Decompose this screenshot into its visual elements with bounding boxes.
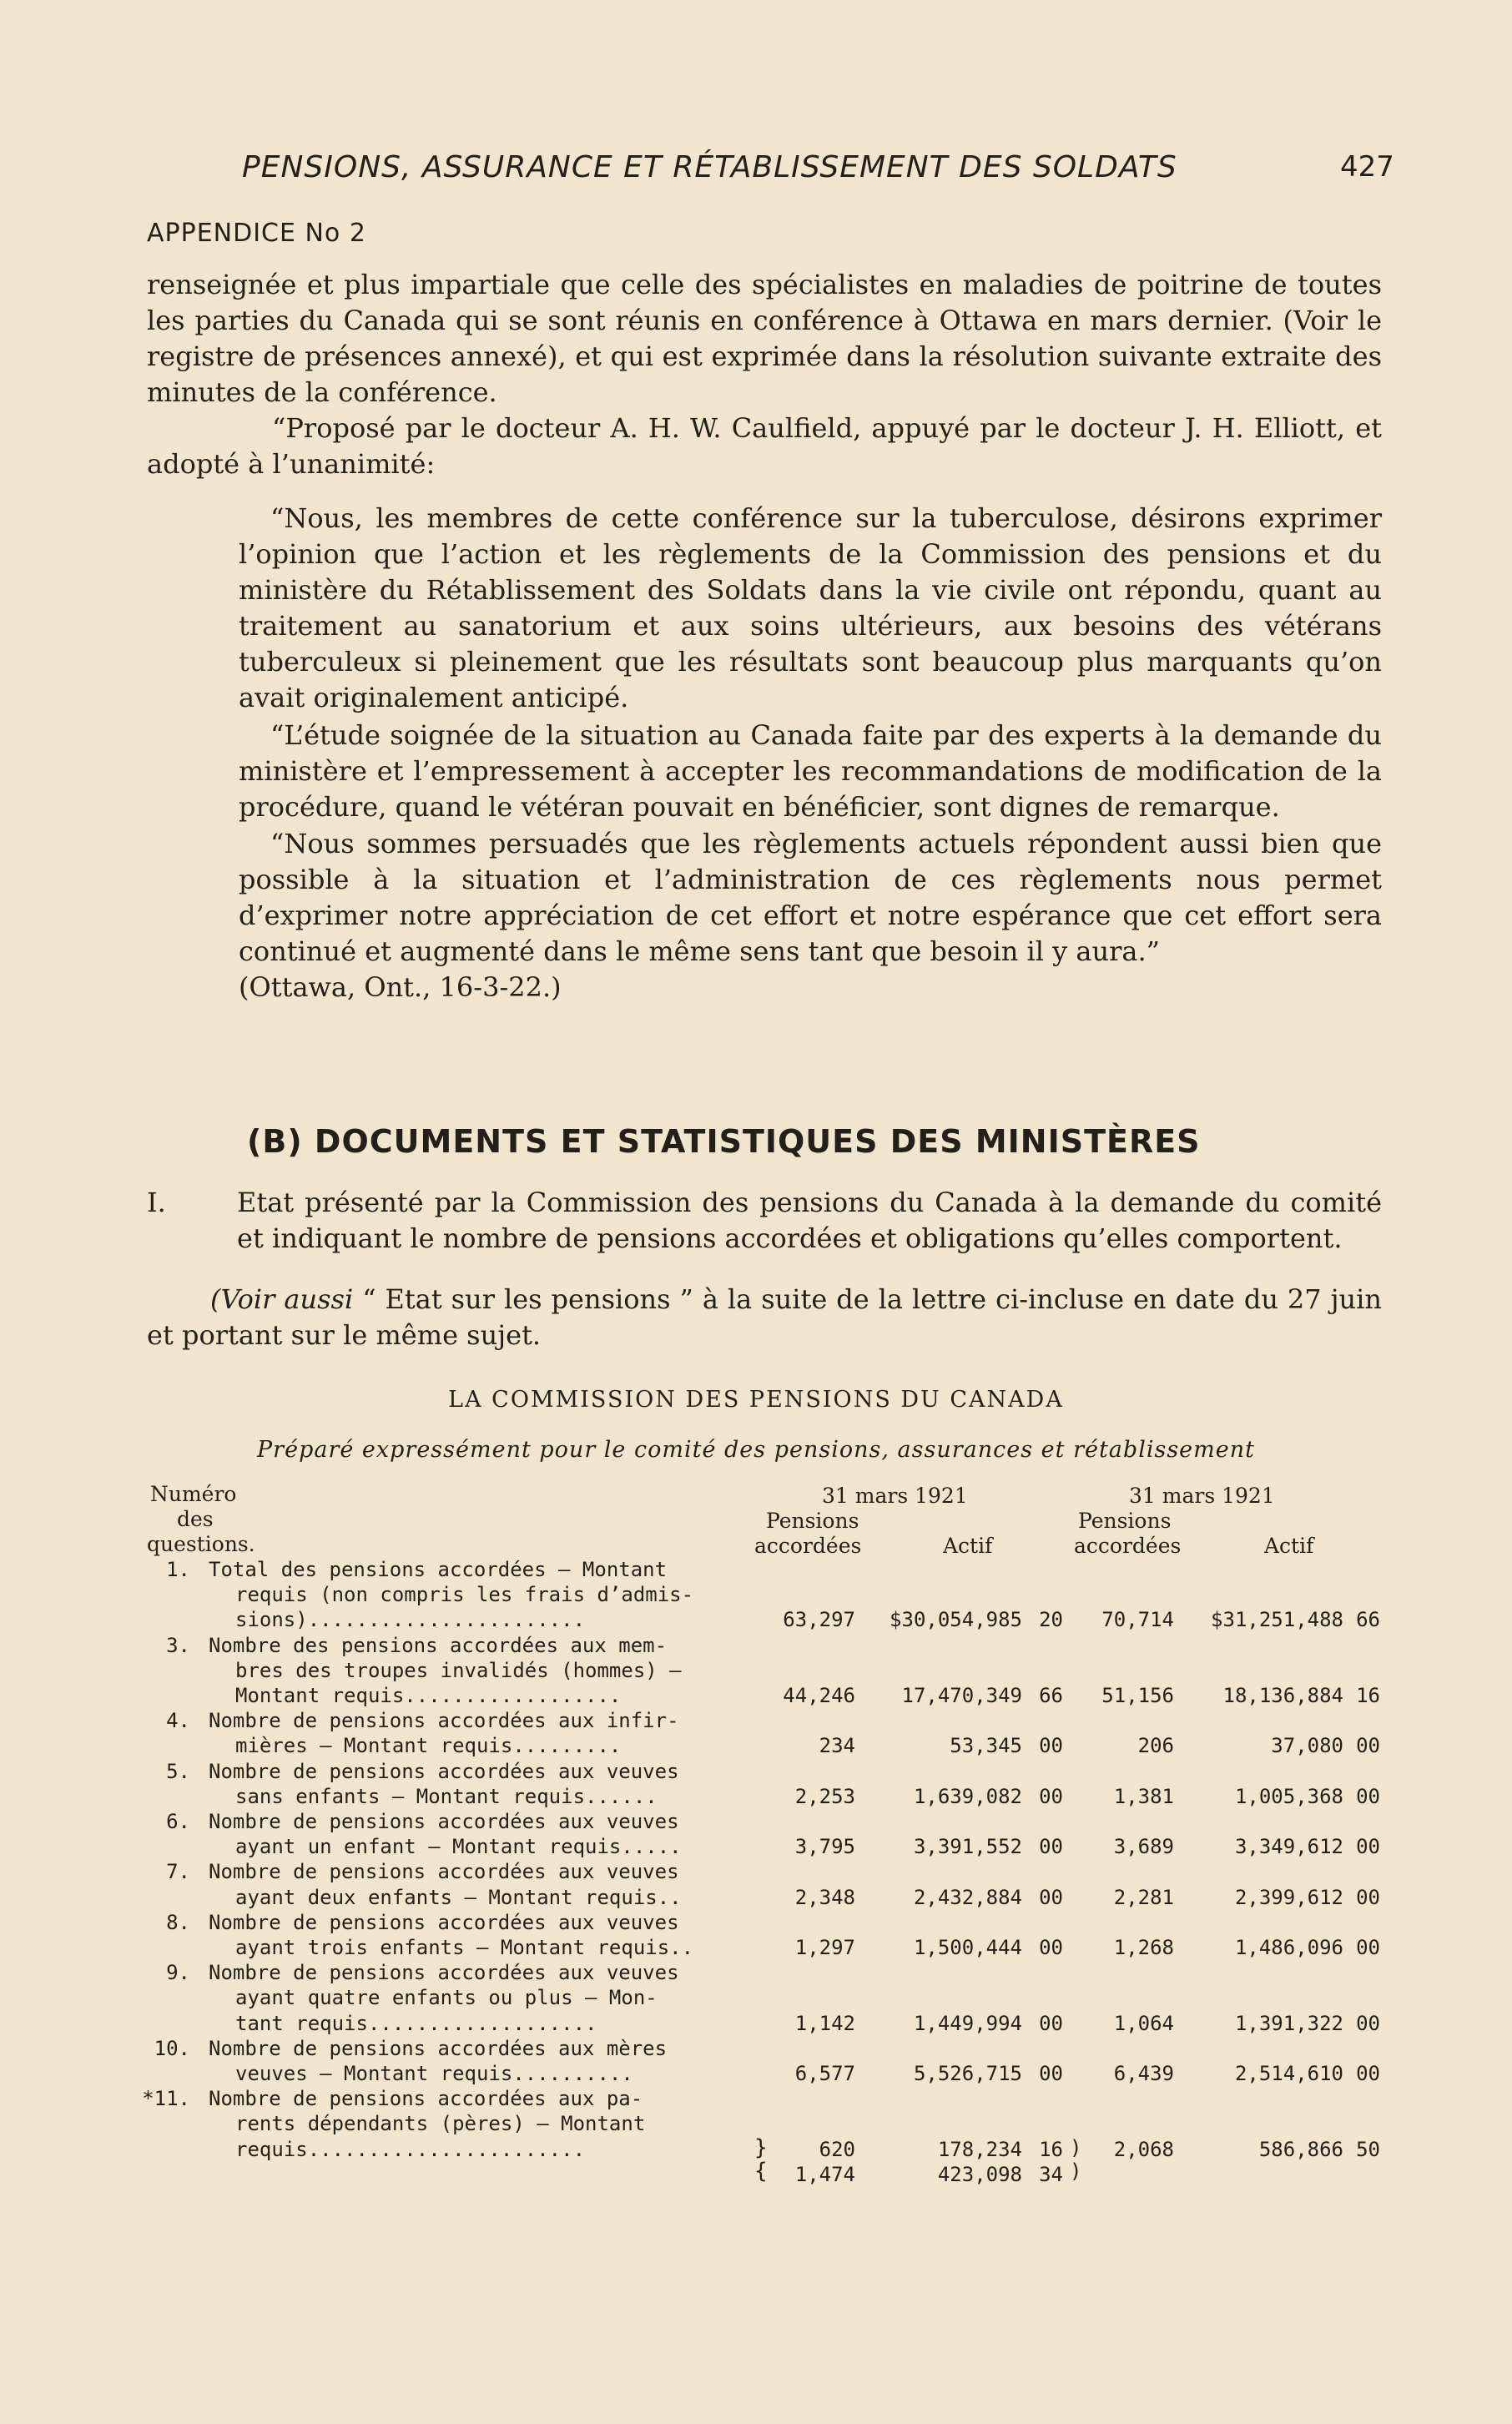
cell-cents-1921-a: 00 xyxy=(1039,2011,1063,2035)
col-head-actif-2: Actif xyxy=(1264,1534,1314,1558)
quote-resolution-2: “L’étude soignée de la situation au Canada faite par des experts à la demande du ministère et l’empressement à accepter les recommandations de modification de la procédure, quand le vétéran pouvait en bénéficier, sont dignes de remarque. xyxy=(239,719,1382,823)
cell-cents-1921-a-mothers: 34 xyxy=(1039,2162,1063,2186)
row-number: 10. xyxy=(154,2036,190,2060)
see-also-text: “ Etat sur les pensions ” à la suite de la lettre ci-incluse en date du 27 juin et portant sur le même sujet. xyxy=(147,1283,1383,1351)
row-description: tant requis................... xyxy=(235,2011,597,2035)
paragraph-proposal: “Proposé par le docteur A. H. W. Caulfield, appuyé par le docteur J. H. Elliott, et adopté à l’unanimité: xyxy=(147,412,1382,480)
brace-left-b: { xyxy=(754,2158,768,2184)
row-description: Nombre de pensions accordées aux mères xyxy=(209,2036,668,2060)
row-description: rents dépendants (pères) — Montant xyxy=(235,2112,646,2136)
cell-pensions-1921-a: 1,297 xyxy=(794,1936,855,1959)
row-description: sions)....................... xyxy=(235,1608,586,1632)
cell-cents-1921-a: 16 xyxy=(1039,2137,1063,2161)
col-head-pensions-2a: Pensions xyxy=(1078,1509,1172,1533)
cell-actif-1921-b: 1,391,322 xyxy=(1234,2011,1343,2035)
cell-actif-1921-a: 2,432,884 xyxy=(913,1885,1022,1909)
brace-right: ) xyxy=(1070,2135,1082,2159)
cell-cents-1921-a: 00 xyxy=(1039,1885,1063,1909)
row-description: veuves — Montant requis.......... xyxy=(235,2062,633,2085)
cell-cents-1921-b: 00 xyxy=(1356,1936,1380,1959)
cell-actif-1921-a: 1,449,994 xyxy=(913,2011,1022,2035)
cell-actif-1921-a: 5,526,715 xyxy=(913,2062,1022,2085)
brace-right-b: ) xyxy=(1070,2159,1082,2183)
page-number: 427 xyxy=(1340,150,1394,184)
cell-cents-1921-a: 00 xyxy=(1039,1835,1063,1859)
cell-pensions-1921-b: 3,689 xyxy=(1113,1835,1174,1859)
cell-pensions-1921-b: 1,064 xyxy=(1113,2011,1174,2035)
col-group-head-2: 31 mars 1921 xyxy=(1129,1484,1275,1508)
row-description: requis....................... xyxy=(235,2137,586,2161)
cell-pensions-1921-b: 2,068 xyxy=(1113,2137,1174,2161)
row-description: mières — Montant requis......... xyxy=(235,1734,622,1758)
row-number: 4. xyxy=(166,1709,190,1733)
cell-actif-1921-a: 1,639,082 xyxy=(913,1784,1022,1808)
cell-cents-1921-a: 00 xyxy=(1039,1936,1063,1959)
row-description: ayant deux enfants — Montant requis.. xyxy=(235,1885,682,1909)
row-description: Nombre de pensions accordées aux veuves xyxy=(209,1759,679,1783)
cell-actif-1921-b: $31,251,488 xyxy=(1211,1608,1343,1632)
appendix-label: APPENDICE No 2 xyxy=(147,219,366,248)
col-head-question-2: des xyxy=(177,1507,214,1531)
row-number: 5. xyxy=(166,1759,190,1783)
cell-pensions-1921-a: 620 xyxy=(819,2137,855,2161)
row-number: 9. xyxy=(166,1961,190,1985)
table-title: LA COMMISSION DES PENSIONS DU CANADA xyxy=(448,1387,1064,1413)
row-number: 3. xyxy=(166,1633,190,1657)
see-also-note xyxy=(147,1282,1382,1353)
cell-pensions-1921-b: 51,156 xyxy=(1101,1684,1174,1707)
cell-cents-1921-b: 00 xyxy=(1356,1784,1380,1808)
cell-actif-1921-a: 178,234 xyxy=(937,2137,1022,2161)
cell-actif-1921-b: 1,486,096 xyxy=(1234,1936,1343,1959)
row-description: sans enfants — Montant requis...... xyxy=(235,1784,658,1808)
cell-pensions-1921-a: 2,348 xyxy=(794,1885,855,1909)
cell-cents-1921-b: 00 xyxy=(1356,1835,1380,1859)
cell-pensions-1921-b: 1,381 xyxy=(1113,1784,1174,1808)
row-description: ayant un enfant — Montant requis..... xyxy=(235,1835,682,1859)
table-subtitle: Préparé expressément pour le comité des pensions, assurances et rétablissement xyxy=(257,1437,1255,1463)
cell-pensions-1921-a: 2,253 xyxy=(794,1784,855,1808)
brace-left: } xyxy=(754,2134,768,2160)
cell-cents-1921-a: 00 xyxy=(1039,1784,1063,1808)
cell-cents-1921-a: 20 xyxy=(1039,1608,1063,1632)
cell-cents-1921-b: 66 xyxy=(1356,1608,1380,1632)
see-also-lead: (Voir aussi xyxy=(210,1283,354,1315)
row-description: requis (non compris les frais d’admis- xyxy=(235,1583,694,1607)
row-description: Nombre de pensions accordées aux veuves xyxy=(209,1810,679,1833)
row-description: bres des troupes invalidés (hommes) — xyxy=(235,1658,682,1682)
cell-cents-1921-a: 00 xyxy=(1039,2062,1063,2085)
cell-pensions-1921-b: 70,714 xyxy=(1101,1608,1174,1632)
cell-actif-1921-b: 586,866 xyxy=(1258,2137,1343,2161)
cell-actif-1921-a-mothers: 423,098 xyxy=(937,2162,1022,2186)
item-number: I. xyxy=(147,1187,166,1218)
col-head-actif-1: Actif xyxy=(943,1534,993,1558)
row-description: ayant quatre enfants ou plus — Mon- xyxy=(235,1986,658,2010)
row-description: Nombre de pensions accordées aux veuves xyxy=(209,1910,679,1934)
section-heading: (B) DOCUMENTS ET STATISTIQUES DES MINISTÈRES xyxy=(247,1123,1201,1160)
cell-pensions-1921-b: 2,281 xyxy=(1113,1885,1174,1909)
cell-cents-1921-b: 50 xyxy=(1356,2137,1380,2161)
cell-actif-1921-b: 18,136,884 xyxy=(1222,1684,1343,1707)
cell-pensions-1921-b: 6,439 xyxy=(1113,2062,1174,2085)
cell-actif-1921-a: 53,345 xyxy=(950,1734,1022,1758)
col-head-pensions-1b: accordées xyxy=(754,1534,862,1558)
cell-actif-1921-b: 1,005,368 xyxy=(1234,1784,1343,1808)
cell-pensions-1921-a: 234 xyxy=(819,1734,855,1758)
row-description: Nombre de pensions accordées aux veuves xyxy=(209,1860,679,1884)
col-head-question-3: questions. xyxy=(147,1532,255,1556)
item-text: Etat présenté par la Commission des pensions du Canada à la demande du comité et indiquant le nombre de pensions accordées et obligations qu’elles comportent. xyxy=(237,1187,1382,1254)
cell-pensions-1921-a: 44,246 xyxy=(783,1684,855,1707)
cell-actif-1921-a: $30,054,985 xyxy=(890,1608,1022,1632)
cell-actif-1921-b: 37,080 xyxy=(1271,1734,1343,1758)
cell-cents-1921-b: 00 xyxy=(1356,2062,1380,2085)
cell-pensions-1921-a: 3,795 xyxy=(794,1835,855,1859)
cell-pensions-1921-a: 63,297 xyxy=(783,1608,855,1632)
cell-pensions-1921-a: 1,142 xyxy=(794,2011,855,2035)
cell-pensions-1921-b: 206 xyxy=(1137,1734,1174,1758)
quote-resolution-1: “Nous, les membres de cette conférence sur la tuberculose, désirons exprimer l’opinion que l’action et les règlements de la Commission des pensions et du ministère du Rétablissement des Soldats dans la vie civile ont répondu, quant au traitement au sanatorium et aux soins ultérieurs, aux besoins des vétérans tuberculeux si pleinement que les résultats sont beaucoup plus marquants qu’on avait originalement anticipé. xyxy=(239,502,1382,713)
cell-pensions-1921-a: 6,577 xyxy=(794,2062,855,2085)
cell-actif-1921-a: 3,391,552 xyxy=(913,1835,1022,1859)
row-description: Nombre de pensions accordées aux infir- xyxy=(209,1709,679,1733)
row-description: Total des pensions accordées — Montant xyxy=(209,1558,668,1581)
cell-cents-1921-b: 16 xyxy=(1356,1684,1380,1707)
cell-cents-1921-a: 00 xyxy=(1039,1734,1063,1758)
cell-actif-1921-b: 3,349,612 xyxy=(1234,1835,1343,1859)
cell-cents-1921-b: 00 xyxy=(1356,2011,1380,2035)
row-description: Montant requis.................. xyxy=(235,1684,622,1707)
quote-resolution-3: “Nous sommes persuadés que les règlements actuels répondent aussi bien que possible à la situation et l’administration de ces règlements nous permet d’exprimer notre appréciation de cet effort et notre espérance que cet effort sera continué et augmenté dans le même sens tant que besoin il y aura.” xyxy=(239,828,1382,967)
row-description: Nombre de pensions accordées aux veuves xyxy=(209,1961,679,1985)
cell-cents-1921-b: 00 xyxy=(1356,1885,1380,1909)
row-number: 1. xyxy=(166,1558,190,1581)
quote-signature: (Ottawa, Ont., 16-3-22.) xyxy=(239,971,562,1003)
cell-pensions-1921-a-mothers: 1,474 xyxy=(794,2162,855,2186)
cell-actif-1921-b: 2,399,612 xyxy=(1234,1885,1343,1909)
cell-actif-1921-a: 1,500,444 xyxy=(913,1936,1022,1959)
row-number: 8. xyxy=(166,1910,190,1934)
col-head-question-1: Numéro xyxy=(150,1482,237,1506)
cell-actif-1921-a: 17,470,349 xyxy=(901,1684,1022,1707)
cell-cents-1921-b: 00 xyxy=(1356,1734,1380,1758)
cell-cents-1921-a: 66 xyxy=(1039,1684,1063,1707)
paragraph-intro: renseignée et plus impartiale que celle des spécialistes en maladies de poitrine de toutes les parties du Canada qui se sont réunis en conférence à Ottawa en mars dernier. (Voir le registre de présences annexé), et qui est exprimée dans la résolution suivante extraite des minutes de la conférence. xyxy=(147,269,1382,408)
row-number: 7. xyxy=(166,1860,190,1884)
row-description: Nombre des pensions accordées aux mem- xyxy=(209,1633,668,1657)
running-title: PENSIONS, ASSURANCE ET RÉTABLISSEMENT DES SOLDATS xyxy=(242,150,1177,184)
col-head-pensions-1a: Pensions xyxy=(766,1509,859,1533)
row-number: *11. xyxy=(142,2087,190,2111)
row-description: Nombre de pensions accordées aux pa- xyxy=(209,2087,643,2111)
cell-pensions-1921-b: 1,268 xyxy=(1113,1936,1174,1959)
cell-actif-1921-b: 2,514,610 xyxy=(1234,2062,1343,2085)
col-head-pensions-2b: accordées xyxy=(1074,1534,1182,1558)
row-number: 6. xyxy=(166,1810,190,1833)
row-description: ayant trois enfants — Montant requis.. xyxy=(235,1936,694,1959)
col-group-head-1: 31 mars 1921 xyxy=(822,1484,968,1508)
